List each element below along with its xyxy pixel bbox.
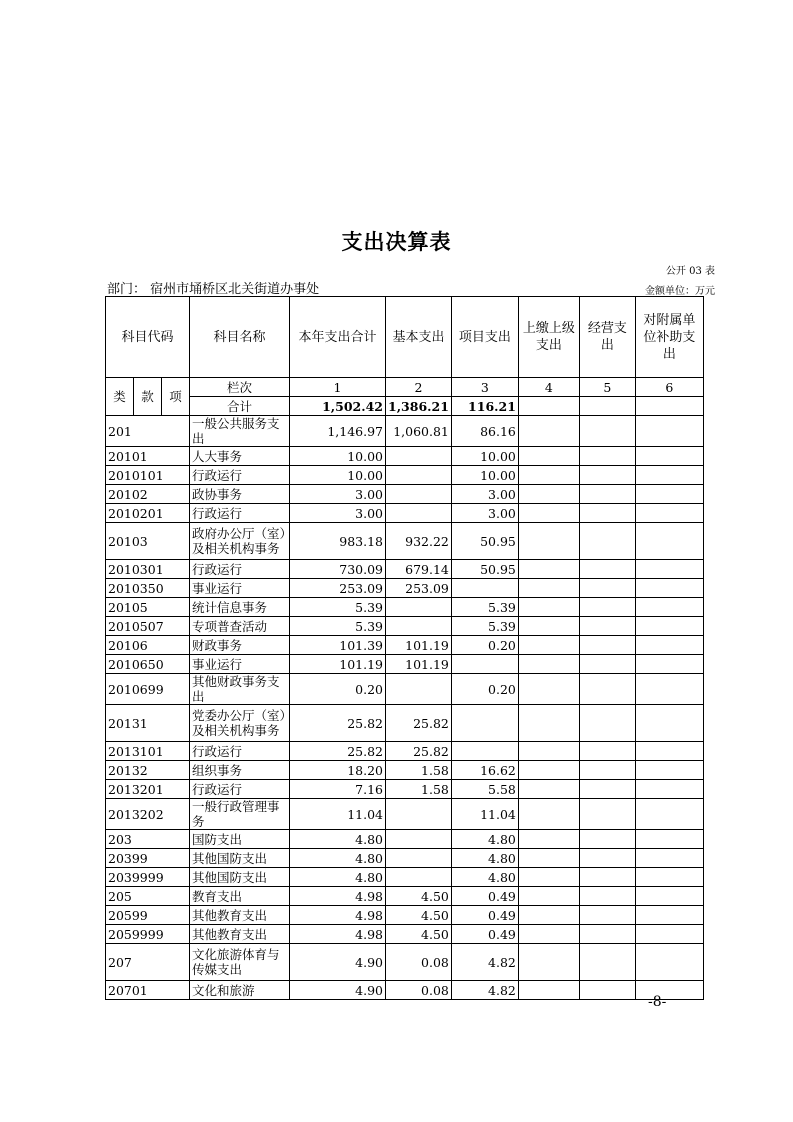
basic-expenditure-cell	[386, 504, 452, 523]
project-expenditure-cell: 0.49	[451, 925, 518, 944]
total-expenditure-cell: 11.04	[290, 799, 386, 830]
page-title: 支出决算表	[341, 230, 452, 254]
total-expenditure-cell: 101.39	[290, 636, 386, 655]
total-value	[518, 397, 579, 416]
total-value: 116.21	[451, 397, 518, 416]
table-row	[106, 416, 704, 447]
upper-remittance-cell	[518, 705, 579, 742]
subsidiary-subsidy-cell	[635, 742, 703, 761]
table-row	[106, 830, 704, 849]
subject-code: 20102	[106, 485, 190, 504]
business-expenditure-cell	[579, 780, 635, 799]
subsidiary-subsidy-cell	[635, 655, 703, 674]
subject-name: 人大事务	[190, 447, 290, 466]
subsidiary-subsidy-cell	[635, 868, 703, 887]
table-row	[106, 674, 704, 705]
business-expenditure-cell	[579, 655, 635, 674]
header-lei: 类	[106, 378, 134, 416]
subject-name: 政府办公厅（室）及相关机构事务	[190, 523, 290, 560]
upper-remittance-cell	[518, 598, 579, 617]
upper-remittance-cell	[518, 485, 579, 504]
table-row	[106, 447, 704, 466]
table-row	[106, 761, 704, 780]
total-expenditure-cell: 25.82	[290, 705, 386, 742]
total-expenditure-cell: 730.09	[290, 560, 386, 579]
upper-remittance-cell	[518, 523, 579, 560]
upper-remittance-cell	[518, 799, 579, 830]
subject-code: 2010699	[106, 674, 190, 705]
table-row	[106, 466, 704, 485]
total-expenditure-cell: 4.80	[290, 830, 386, 849]
table-row	[106, 617, 704, 636]
basic-expenditure-cell: 253.09	[386, 579, 452, 598]
business-expenditure-cell	[579, 944, 635, 981]
upper-remittance-cell	[518, 504, 579, 523]
table-row	[106, 849, 704, 868]
basic-expenditure-cell	[386, 598, 452, 617]
business-expenditure-cell	[579, 742, 635, 761]
project-expenditure-cell	[451, 655, 518, 674]
project-expenditure-cell: 5.39	[451, 617, 518, 636]
subsidiary-subsidy-cell	[635, 504, 703, 523]
total-expenditure-cell: 5.39	[290, 598, 386, 617]
total-expenditure-cell: 101.19	[290, 655, 386, 674]
subject-code: 2039999	[106, 868, 190, 887]
project-expenditure-cell: 10.00	[451, 447, 518, 466]
basic-expenditure-cell	[386, 674, 452, 705]
upper-remittance-cell	[518, 674, 579, 705]
basic-expenditure-cell	[386, 849, 452, 868]
subject-name: 行政运行	[190, 742, 290, 761]
upper-remittance-cell	[518, 925, 579, 944]
total-expenditure-cell: 253.09	[290, 579, 386, 598]
subject-code: 20399	[106, 849, 190, 868]
project-expenditure-cell: 10.00	[451, 466, 518, 485]
upper-remittance-cell	[518, 830, 579, 849]
total-expenditure-cell: 10.00	[290, 466, 386, 485]
subsidiary-subsidy-cell	[635, 579, 703, 598]
total-expenditure-cell: 983.18	[290, 523, 386, 560]
subsidiary-subsidy-cell	[635, 944, 703, 981]
business-expenditure-cell	[579, 636, 635, 655]
table-row	[106, 636, 704, 655]
header-basic-expenditure: 基本支出	[386, 297, 452, 378]
column-number: 2	[386, 378, 452, 397]
header-lanci: 栏次	[190, 378, 290, 397]
total-expenditure-cell: 3.00	[290, 504, 386, 523]
subsidiary-subsidy-cell	[635, 485, 703, 504]
upper-remittance-cell	[518, 636, 579, 655]
subject-code: 201	[106, 416, 190, 447]
project-expenditure-cell: 3.00	[451, 485, 518, 504]
total-row	[106, 397, 704, 416]
subject-name: 事业运行	[190, 579, 290, 598]
upper-remittance-cell	[518, 761, 579, 780]
subject-code: 20105	[106, 598, 190, 617]
business-expenditure-cell	[579, 761, 635, 780]
column-number: 1	[290, 378, 386, 397]
project-expenditure-cell	[451, 579, 518, 598]
upper-remittance-cell	[518, 887, 579, 906]
total-value	[579, 397, 635, 416]
total-expenditure-cell: 10.00	[290, 447, 386, 466]
total-expenditure-cell: 4.90	[290, 944, 386, 981]
basic-expenditure-cell: 4.50	[386, 906, 452, 925]
subject-name: 行政运行	[190, 504, 290, 523]
subject-name: 党委办公厅（室）及相关机构事务	[190, 705, 290, 742]
subject-name: 其他教育支出	[190, 906, 290, 925]
basic-expenditure-cell: 1.58	[386, 780, 452, 799]
column-number: 6	[635, 378, 703, 397]
business-expenditure-cell	[579, 466, 635, 485]
total-expenditure-cell: 18.20	[290, 761, 386, 780]
column-number-row	[106, 378, 704, 397]
subject-code: 20131	[106, 705, 190, 742]
total-expenditure-cell: 1,146.97	[290, 416, 386, 447]
subsidiary-subsidy-cell	[635, 761, 703, 780]
basic-expenditure-cell	[386, 830, 452, 849]
subject-code: 20103	[106, 523, 190, 560]
subsidiary-subsidy-cell	[635, 705, 703, 742]
upper-remittance-cell	[518, 981, 579, 1000]
upper-remittance-cell	[518, 868, 579, 887]
upper-remittance-cell	[518, 906, 579, 925]
subject-code: 2010650	[106, 655, 190, 674]
basic-expenditure-cell: 1.58	[386, 761, 452, 780]
subject-name: 国防支出	[190, 830, 290, 849]
subject-name: 其他国防支出	[190, 849, 290, 868]
subject-code: 20106	[106, 636, 190, 655]
subject-code: 20132	[106, 761, 190, 780]
total-expenditure-cell: 3.00	[290, 485, 386, 504]
header-code: 科目代码	[106, 297, 190, 378]
subsidiary-subsidy-cell	[635, 617, 703, 636]
total-expenditure-cell: 5.39	[290, 617, 386, 636]
project-expenditure-cell: 0.20	[451, 636, 518, 655]
upper-remittance-cell	[518, 466, 579, 485]
subject-code: 2010201	[106, 504, 190, 523]
subject-code: 2010507	[106, 617, 190, 636]
subject-name: 文化和旅游	[190, 981, 290, 1000]
subject-name: 其他国防支出	[190, 868, 290, 887]
unit-label: 金额单位：万元	[645, 286, 715, 297]
table-row	[106, 906, 704, 925]
subsidiary-subsidy-cell	[635, 560, 703, 579]
subject-name: 一般公共服务支出	[190, 416, 290, 447]
table-row	[106, 742, 704, 761]
project-expenditure-cell: 4.80	[451, 849, 518, 868]
subsidiary-subsidy-cell	[635, 523, 703, 560]
subsidiary-subsidy-cell	[635, 780, 703, 799]
table-row	[106, 925, 704, 944]
project-expenditure-cell: 0.49	[451, 887, 518, 906]
table-row	[106, 523, 704, 560]
business-expenditure-cell	[579, 799, 635, 830]
total-value: 1,386.21	[386, 397, 452, 416]
project-expenditure-cell: 3.00	[451, 504, 518, 523]
subject-name: 教育支出	[190, 887, 290, 906]
basic-expenditure-cell: 932.22	[386, 523, 452, 560]
basic-expenditure-cell: 679.14	[386, 560, 452, 579]
subject-code: 20101	[106, 447, 190, 466]
subsidiary-subsidy-cell	[635, 981, 703, 1000]
project-expenditure-cell: 5.39	[451, 598, 518, 617]
subsidiary-subsidy-cell	[635, 416, 703, 447]
upper-remittance-cell	[518, 560, 579, 579]
subject-code: 2013202	[106, 799, 190, 830]
project-expenditure-cell: 16.62	[451, 761, 518, 780]
header-upper-remittance: 上缴上级支出	[518, 297, 579, 378]
total-expenditure-cell: 7.16	[290, 780, 386, 799]
subsidiary-subsidy-cell	[635, 598, 703, 617]
project-expenditure-cell: 4.82	[451, 944, 518, 981]
upper-remittance-cell	[518, 447, 579, 466]
upper-remittance-cell	[518, 944, 579, 981]
table-row	[106, 655, 704, 674]
business-expenditure-cell	[579, 830, 635, 849]
basic-expenditure-cell	[386, 447, 452, 466]
subsidiary-subsidy-cell	[635, 636, 703, 655]
basic-expenditure-cell	[386, 868, 452, 887]
basic-expenditure-cell	[386, 617, 452, 636]
subsidiary-subsidy-cell	[635, 447, 703, 466]
column-number: 3	[451, 378, 518, 397]
basic-expenditure-cell	[386, 799, 452, 830]
table-row	[106, 780, 704, 799]
project-expenditure-cell: 11.04	[451, 799, 518, 830]
total-value: 1,502.42	[290, 397, 386, 416]
subject-code: 2010350	[106, 579, 190, 598]
project-expenditure-cell: 86.16	[451, 416, 518, 447]
subsidiary-subsidy-cell	[635, 906, 703, 925]
table-row	[106, 598, 704, 617]
header-project-expenditure: 项目支出	[451, 297, 518, 378]
project-expenditure-cell: 5.58	[451, 780, 518, 799]
project-expenditure-cell	[451, 705, 518, 742]
business-expenditure-cell	[579, 523, 635, 560]
basic-expenditure-cell: 101.19	[386, 636, 452, 655]
subject-name: 行政运行	[190, 780, 290, 799]
project-expenditure-cell	[451, 742, 518, 761]
total-expenditure-cell: 4.98	[290, 906, 386, 925]
upper-remittance-cell	[518, 617, 579, 636]
table-row	[106, 944, 704, 981]
business-expenditure-cell	[579, 560, 635, 579]
upper-remittance-cell	[518, 849, 579, 868]
subsidiary-subsidy-cell	[635, 830, 703, 849]
table-row	[106, 485, 704, 504]
table-row	[106, 887, 704, 906]
subject-code: 203	[106, 830, 190, 849]
basic-expenditure-cell: 101.19	[386, 655, 452, 674]
project-expenditure-cell: 50.95	[451, 560, 518, 579]
department-label: 部门： 宿州市埇桥区北关街道办事处	[107, 282, 320, 297]
upper-remittance-cell	[518, 742, 579, 761]
total-expenditure-cell: 25.82	[290, 742, 386, 761]
total-value	[635, 397, 703, 416]
business-expenditure-cell	[579, 617, 635, 636]
project-expenditure-cell: 0.49	[451, 906, 518, 925]
subsidiary-subsidy-cell	[635, 466, 703, 485]
subject-name: 行政运行	[190, 466, 290, 485]
header-row	[106, 297, 704, 378]
business-expenditure-cell	[579, 674, 635, 705]
header-subsidiary-subsidy: 对附属单位补助支出	[635, 297, 703, 378]
business-expenditure-cell	[579, 416, 635, 447]
subject-code: 20599	[106, 906, 190, 925]
subject-name: 其他财政事务支出	[190, 674, 290, 705]
subsidiary-subsidy-cell	[635, 674, 703, 705]
subject-code: 2010301	[106, 560, 190, 579]
subject-name: 统计信息事务	[190, 598, 290, 617]
business-expenditure-cell	[579, 981, 635, 1000]
basic-expenditure-cell: 25.82	[386, 742, 452, 761]
subject-code: 20701	[106, 981, 190, 1000]
subject-code: 207	[106, 944, 190, 981]
subject-name: 事业运行	[190, 655, 290, 674]
header-xiang: 项	[162, 378, 190, 416]
basic-expenditure-cell: 25.82	[386, 705, 452, 742]
expenditure-table	[105, 296, 704, 1000]
subsidiary-subsidy-cell	[635, 925, 703, 944]
business-expenditure-cell	[579, 598, 635, 617]
table-row	[106, 504, 704, 523]
business-expenditure-cell	[579, 925, 635, 944]
subsidiary-subsidy-cell	[635, 887, 703, 906]
total-expenditure-cell: 4.80	[290, 849, 386, 868]
page-number: -8-	[648, 994, 667, 1010]
total-expenditure-cell: 4.98	[290, 925, 386, 944]
subsidiary-subsidy-cell	[635, 849, 703, 868]
subject-name: 财政事务	[190, 636, 290, 655]
subject-name: 政协事务	[190, 485, 290, 504]
project-expenditure-cell: 50.95	[451, 523, 518, 560]
business-expenditure-cell	[579, 447, 635, 466]
business-expenditure-cell	[579, 868, 635, 887]
total-label: 合计	[190, 397, 290, 416]
subject-name: 文化旅游体育与传媒支出	[190, 944, 290, 981]
subject-name: 一般行政管理事务	[190, 799, 290, 830]
basic-expenditure-cell: 0.08	[386, 981, 452, 1000]
subject-name: 组织事务	[190, 761, 290, 780]
column-number: 4	[518, 378, 579, 397]
subject-code: 205	[106, 887, 190, 906]
basic-expenditure-cell: 0.08	[386, 944, 452, 981]
upper-remittance-cell	[518, 655, 579, 674]
basic-expenditure-cell: 4.50	[386, 925, 452, 944]
project-expenditure-cell: 4.80	[451, 830, 518, 849]
table-row	[106, 560, 704, 579]
upper-remittance-cell	[518, 416, 579, 447]
header-total-expenditure: 本年支出合计	[290, 297, 386, 378]
business-expenditure-cell	[579, 579, 635, 598]
subject-name: 行政运行	[190, 560, 290, 579]
upper-remittance-cell	[518, 780, 579, 799]
subject-code: 2010101	[106, 466, 190, 485]
table-row	[106, 705, 704, 742]
header-business-expenditure: 经营支出	[579, 297, 635, 378]
basic-expenditure-cell: 1,060.81	[386, 416, 452, 447]
table-row	[106, 579, 704, 598]
header-kuan: 款	[134, 378, 162, 416]
business-expenditure-cell	[579, 705, 635, 742]
project-expenditure-cell: 4.80	[451, 868, 518, 887]
project-expenditure-cell: 0.20	[451, 674, 518, 705]
business-expenditure-cell	[579, 485, 635, 504]
business-expenditure-cell	[579, 849, 635, 868]
header-name: 科目名称	[190, 297, 290, 378]
total-expenditure-cell: 4.98	[290, 887, 386, 906]
subject-code: 2013201	[106, 780, 190, 799]
basic-expenditure-cell: 4.50	[386, 887, 452, 906]
subject-name: 其他教育支出	[190, 925, 290, 944]
table-row	[106, 981, 704, 1000]
business-expenditure-cell	[579, 887, 635, 906]
project-expenditure-cell: 4.82	[451, 981, 518, 1000]
subject-name: 专项普查活动	[190, 617, 290, 636]
total-expenditure-cell: 4.90	[290, 981, 386, 1000]
subject-code: 2013101	[106, 742, 190, 761]
total-expenditure-cell: 0.20	[290, 674, 386, 705]
column-number: 5	[579, 378, 635, 397]
total-expenditure-cell: 4.80	[290, 868, 386, 887]
business-expenditure-cell	[579, 504, 635, 523]
basic-expenditure-cell	[386, 485, 452, 504]
basic-expenditure-cell	[386, 466, 452, 485]
subsidiary-subsidy-cell	[635, 799, 703, 830]
table-row	[106, 868, 704, 887]
business-expenditure-cell	[579, 906, 635, 925]
upper-remittance-cell	[518, 579, 579, 598]
subject-code: 2059999	[106, 925, 190, 944]
form-number: 公开 03 表	[665, 266, 715, 277]
table-row	[106, 799, 704, 830]
